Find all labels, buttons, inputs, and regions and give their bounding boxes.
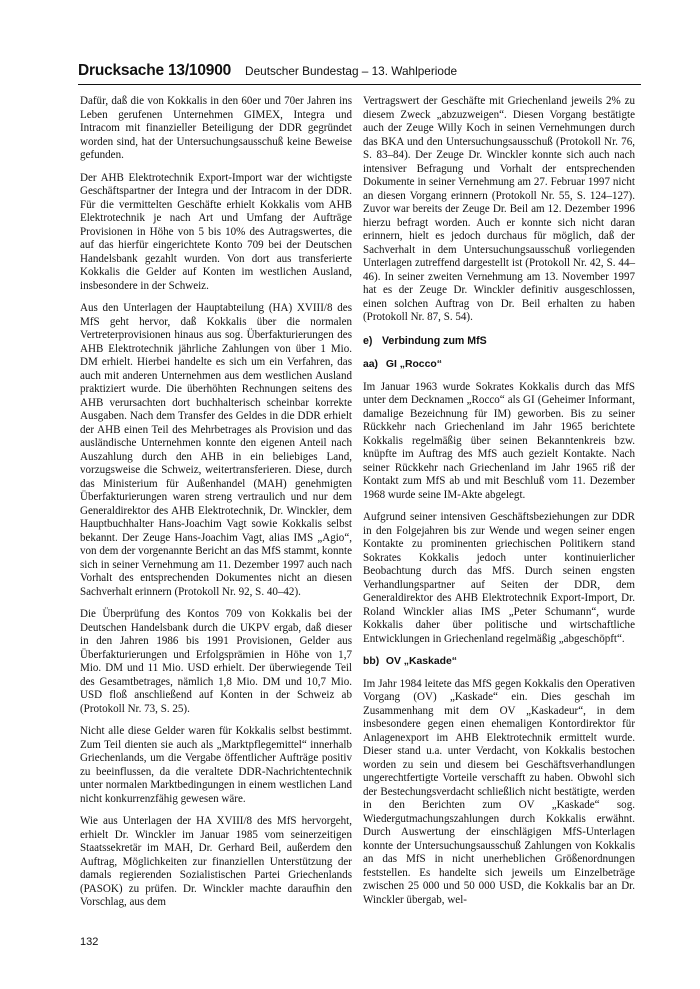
paragraph: Wie aus Unterlagen der HA XVIII/8 des MfS hervorgeht, erhielt Dr. Winckler im Januar 1985 vom seinerzeitigen Staatssekretär im MAH, Dr. Gerhard Beil, außerdem den Auftrag, Möglichkeiten zur finanziellen Unterstützung der damals regierenden Sozialistischen Partei Griechenlands (PASOK) zu prüfen. Dr. Winckler machte daraufhin den Vorschlag, aus dem [80, 815, 352, 908]
subsection-title: GI „Rocco“ [385, 359, 442, 370]
paragraph: Aus den Unterlagen der Hauptabteilung (HA) XVIII/8 des MfS geht hervor, daß Kokkalis über die normalen Vertreterprovisionen hinaus aus sog. Überfakturierungen des AHB Elektrotechnik jährliche Zahlungen von über 1 Mio. DM erhielt. Hierbei handelte es sich um ein Verfahren, das auch mit anderen Unternehmen aus dem westlichen Ausland praktiziert wurde. Die überhöhten Rechnungen seitens des AHB verursachten dort buchhalterisch scheinbar korrekte Ausgaben. Nach dem Transfer des Geldes in die DDR erhielt der AHB einen Teil des Mehrbetrages als Provision und das ausländische Unternehmen konnte den eigenen Anteil nach Auszahlung durch den AHB in ein beliebiges Land, vorzugsweise die Schweiz, weitertransferieren. Diese, durch das Ministerium für Außenhandel (MAH) genehmigten Überfakturierungen waren streng vertraulich und nur dem Generaldirektor des AHB Elektrotechnik, Dr. Winckler, dem Hauptbuchhalter Hans-Joachim Vagt sowie Kokkalis selbst bekannt. Der Zeuge Hans-Joachim Vagt, alias IMS „Agio“, von dem der vorgenannte Bericht an das MfS stammt, konnte sich in seiner Vernehmung am 11. Dezember 1997 auch nach Vorhalt des entsprechenden Dokumentes nicht an diesen Sachverhalt erinnern (Protokoll Nr. 92, S. 40–42). [80, 302, 352, 598]
subsection-number: aa) [363, 359, 379, 370]
subsection-number: bb) [363, 656, 380, 667]
page-number: 132 [80, 936, 99, 948]
right-column [363, 95, 635, 916]
paragraph: Der AHB Elektrotechnik Export-Import war der wichtigste Geschäftspartner der Integra und der Intracom in der DDR. Für die vermittelten Geschäfte erhielt Kokkalis vom AHB Elektrotechnik je nach Art und Umfang der Aufträge Provisionen in Höhe von 5 bis 10% des Autragswertes, die auf das hierfür eingerichtete Konto 709 bei der Deutschen Handelsbank gezahlt wurden. Von dort aus transferierte Kokkalis die Gelder auf Konten im westlichen Ausland, insbesondere in der Schweiz. [80, 171, 352, 292]
paragraph: Nicht alle diese Gelder waren für Kokkalis selbst bestimmt. Zum Teil dienten sie auch als „Marktpflegemittel“ innerhalb Griechenlands, um die Vergabe öffentlicher Aufträge positiv zu beeinflussen, da die veraltete DDR-Nachrichtentechnik unter normalen Marktbedingungen in einem westlichen Land nicht konkurrenzfähig gewesen wäre. [80, 725, 352, 805]
paragraph: Die Überprüfung des Kontos 709 von Kokkalis bei der Deutschen Handelsbank durch die UKPV ergab, daß dieser in den Jahren 1986 bis 1991 Provisionen, Gelder aus Überfakturierungen und Erfolgsprämien in Höhe von 1,7 Mio. DM und 11 Mio. USD erhielt. Der überwiegende Teil des Gesamtbetrages, nämlich 1,8 Mio. DM und 10,7 Mio. USD floß anschließend auf Konten in der Schweiz ab (Protokoll Nr. 73, S. 25). [80, 608, 352, 715]
subsection-heading-kaskade [363, 655, 635, 669]
subsection-title: OV „Kaskade“ [385, 656, 457, 667]
paragraph: Aufgrund seiner intensiven Geschäftsbeziehungen zur DDR in den Folgejahren bis zur Wende und wegen seiner engen Kontakte zu prominenten griechischen Politikern stand Sokrates Kokkalis jedoch unter kontinuierlicher Beobachtung durch das MfS. Durch seinen engsten Verhandlungspartner auf Seiten der DDR, dem Generaldirektor des AHB Elektrotechnik Export-Import, Dr. Roland Winckler alias IMS „Peter Schumann“, wurde Kokkalis daher über politische und wirtschaftliche Entwicklungen in Griechenland regelmäßig „abgeschöpft“. [363, 511, 635, 645]
section-title: Verbindung zum MfS [381, 334, 487, 347]
paragraph: Im Jahr 1984 leitete das MfS gegen Kokkalis den Operativen Vorgang (OV) „Kaskade“ ein. Dies geschah im Zusammenhang mit dem OV „Kaskadeur“, in dem insbesondere gegen einen ehemaligen Kontordirektor für Anlagenexport im AHB Elektrotechnik ermittelt wurde. Dieser stand u.a. unter Verdacht, von Kokkalis bestochen worden zu sein und diesem bei Geschäftsverhandlungen ungerechtfertigte Vorteile verschafft zu haben. Obwohl sich der Bestechungsverdacht schließlich nicht bestätigte, werden in den Berichten zum OV „Kaskade“ sog. Wiedergutmachungszahlungen durch Kokkalis erwähnt. Durch Auswertung der einschlägigen MfS-Unterlagen konnte der Untersuchungsausschuß Zahlungen von Kokkalis an das MfS in nicht unerheblichen Größenordnungen feststellen. Es handelte sich jeweils um Einzelbeträge zwischen 25 000 und 50 000 USD, die Kokkalis bar an Dr. Winckler übergab, wel- [363, 677, 635, 906]
section-heading [363, 335, 635, 349]
document-number: Drucksache 13/10900 [78, 62, 232, 79]
paragraph: Dafür, daß die von Kokkalis in den 60er und 70er Jahren ins Leben gerufenen Unternehmen GIMEX, Integra und Intracom mit finanzieller Beteiligung der DDR gegründet worden sind, hat der Untersuchungsausschuß keine Beweise gefunden. [80, 95, 352, 161]
paragraph: Im Januar 1963 wurde Sokrates Kokkalis durch das MfS unter dem Decknamen „Rocco“ als GI (Geheimer Informant, damalige Bezeichnung für IM) geworben. Bis zu seiner Rückkehr nach Griechenland im Jahr 1965 berichtete Kokkalis regelmäßig über seinen Bekanntenkreis bzw. knüpfte im Auftrag des MfS auch gezielt Kontakte. Nach seiner Rückkehr nach Griechenland im Jahr 1965 riß der Kontakt zum MfS ab und mit Beschluß vom 11. Dezember 1968 wurde seine IM-Akte abgelegt. [363, 380, 635, 501]
publisher-line: Deutscher Bundestag – 13. Wahlperiode [245, 64, 458, 78]
header-rule [78, 84, 641, 85]
left-column [80, 95, 352, 919]
section-number: e) [363, 334, 373, 347]
paragraph: Vertragswert der Geschäfte mit Griechenland jeweils 2% zu diesem Zweck „abzuzweigen“. Diesen Vorgang bestätigte auch der Zeuge Willy Koch in seinen Vernehmungen durch das BKA und den Untersuchungsausschuß (Protokoll Nr. 76, S. 83–84). Der Zeuge Dr. Winckler konnte sich auch nach intensiver Befragung und Vorhalt der entsprechenden Dokumente in seiner Vernehmung am 27. Februar 1997 nicht an diesen Vorgang erinnern (Protokoll Nr. 55, S. 124–127). Zuvor war bereits der Zeuge Dr. Beil am 12. Dezember 1996 hierzu befragt worden. Auch er konnte sich nicht daran erinnern, hielt es jedoch durchaus für möglich, daß der Sachverhalt in dem Untersuchungsausschuß vorliegenden Unterlagen zutreffend dargestellt ist (Protokoll Nr. 42, S. 44–46). In seiner zweiten Vernehmung am 13. November 1997 hat es der Zeuge Dr. Winckler definitiv ausgeschlossen, einen solchen Auftrag von Dr. Beil erhalten zu haben (Protokoll Nr. 87, S. 54). [363, 95, 635, 323]
running-header [78, 62, 638, 84]
subsection-heading-rocco [363, 358, 635, 372]
